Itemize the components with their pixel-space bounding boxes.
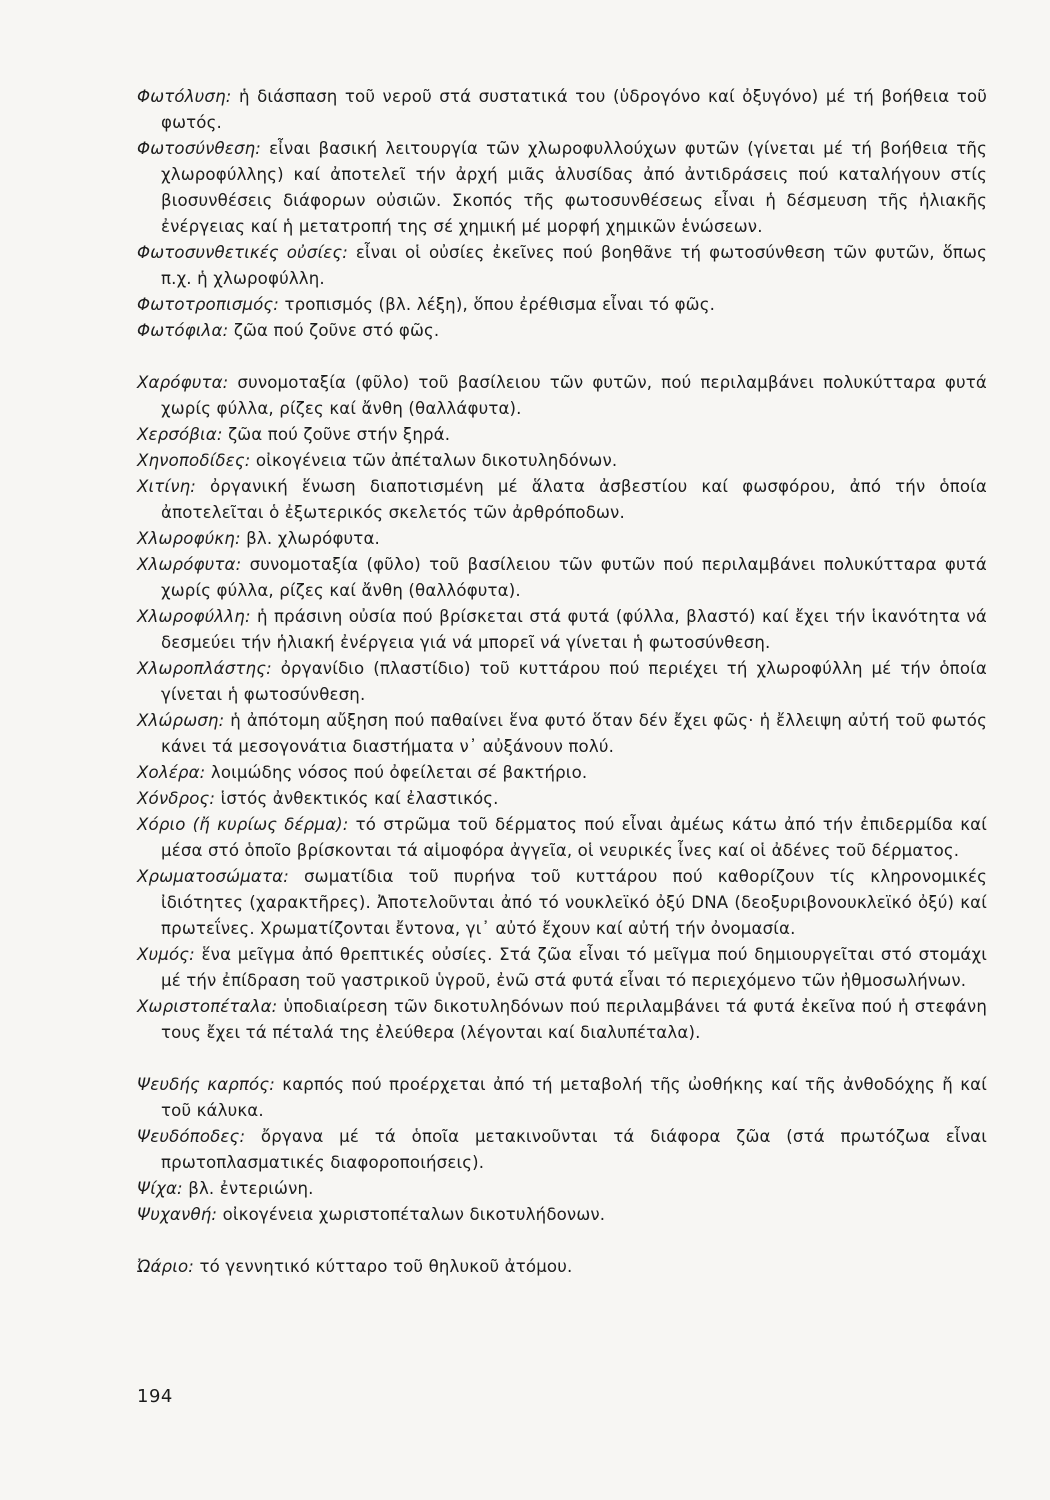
glossary-entry bbox=[137, 604, 987, 656]
entry-term: Χλωρόφυτα: bbox=[137, 555, 242, 574]
entry-definition: ἡ ἀπότομη αὔξηση πού παθαίνει ἕνα φυτό ὅταν δέν ἔχει φῶς· ἡ ἔλλειψη αὐτή τοῦ φωτός κάνει τά μεσογονάτια διαστήματα ν᾿ αὐξάνουν πολύ. bbox=[161, 711, 987, 756]
glossary-entry bbox=[137, 526, 987, 552]
glossary-entry bbox=[137, 240, 987, 292]
glossary-entry bbox=[137, 422, 987, 448]
entry-term: Χυμός: bbox=[137, 945, 195, 964]
entry-term: Φωτόλυση: bbox=[137, 87, 232, 106]
entry-term: Φωτοσυνθετικές οὐσίες: bbox=[137, 243, 348, 262]
entry-definition: ζῶα πού ζοῦνε στό φῶς. bbox=[233, 321, 440, 340]
glossary-entry bbox=[137, 1176, 987, 1202]
entry-definition: ὑποδιαίρεση τῶν δικοτυληδόνων πού περιλαμβάνει τά φυτά ἐκεῖνα πού ἡ στεφάνη τους ἔχει τά πέταλά της ἐλεύθερα (λέγονται καί διαλυπέταλα). bbox=[161, 997, 987, 1042]
glossary-entry bbox=[137, 292, 987, 318]
glossary-entry bbox=[137, 994, 987, 1046]
entry-term: Φωτόφιλα: bbox=[137, 321, 229, 340]
glossary-entry bbox=[137, 552, 987, 604]
entry-definition: εἶναι βασική λειτουργία τῶν χλωροφυλλούχων φυτῶν (γίνεται μέ τή βοήθεια τῆς χλωροφύλλης) καί ἀποτελεῖ τήν ἀρχή μιᾶς ἁλυσίδας ἀπό ἀντιδράσεις πού καταλήγουν στίς βιοσυνθέσεις διάφορων οὐσιῶν. Σκοπός τῆς φωτοσυνθέσεως εἶναι ἡ δέσμευση τῆς ἡλιακῆς ἐνέργειας καί ἡ μετατροπή της σέ χημική μέ μορφή χημικῶν ἑνώσεων. bbox=[161, 139, 987, 236]
glossary-entry bbox=[137, 1124, 987, 1176]
entry-definition: συνομοταξία (φῦλο) τοῦ βασίλειου τῶν φυτῶν, πού περιλαμβάνει πολυκύτταρα φυτά χωρίς φύλλα, ρίζες καί ἄνθη (θαλλάφυτα). bbox=[161, 373, 987, 418]
entry-definition: ἡ διάσπαση τοῦ νεροῦ στά συστατικά του (ὑδρογόνο καί ὀξυγόνο) μέ τή βοήθεια τοῦ φωτός. bbox=[161, 87, 987, 132]
entry-definition: οἰκογένεια τῶν ἀπέταλων δικοτυληδόνων. bbox=[255, 451, 618, 470]
section-gap bbox=[137, 344, 987, 370]
entry-definition: ὄργανα μέ τά ὁποῖα μετακινοῦνται τά διάφορα ζῶα (στά πρωτόζωα εἶναι πρωτοπλασματικές διαφοροποιήσεις). bbox=[161, 1127, 987, 1172]
entry-definition: ἕνα μεῖγμα ἀπό θρεπτικές οὐσίες. Στά ζῶα εἶναι τό μεῖγμα πού δημιουργεῖται στό στομάχι μέ τήν ἐπίδραση τοῦ γαστρικοῦ ὑγροῦ, ἐνῶ στά φυτά εἶναι τό περιεχόμενο τῶν ἠθμοσωλήνων. bbox=[161, 945, 987, 990]
glossary-entry bbox=[137, 448, 987, 474]
entry-definition: λοιμώδης νόσος πού ὀφείλεται σέ βακτήριο. bbox=[210, 763, 588, 782]
entry-term: Χρωματοσώματα: bbox=[137, 867, 289, 886]
glossary-entry bbox=[137, 1202, 987, 1228]
entry-term: Χλώρωση: bbox=[137, 711, 225, 730]
entry-term: Ψευδής καρπός: bbox=[137, 1075, 275, 1094]
glossary-section bbox=[137, 370, 987, 1046]
entry-term: Χερσόβια: bbox=[137, 425, 223, 444]
entry-definition: ζῶα πού ζοῦνε στήν ξηρά. bbox=[228, 425, 451, 444]
entry-term: Ὠάριο: bbox=[137, 1257, 195, 1276]
section-gap bbox=[137, 1046, 987, 1072]
entry-term: Χλωροπλάστης: bbox=[137, 659, 272, 678]
glossary-entry bbox=[137, 864, 987, 942]
entry-definition: συνομοταξία (φῦλο) τοῦ βασίλειου τῶν φυτῶν πού περιλαμβάνει πολυκύτταρα φυτά χωρίς φύλλα, ρίζες καί ἄνθη (θαλλόφυτα). bbox=[161, 555, 987, 600]
entry-definition: εἶναι οἱ οὐσίες ἐκεῖνες πού βοηθᾶνε τή φωτοσύνθεση τῶν φυτῶν, ὅπως π.χ. ἡ χλωροφύλλη. bbox=[161, 243, 987, 288]
entry-term: Χιτίνη: bbox=[137, 477, 197, 496]
entry-definition: ὀργανική ἕνωση διαποτισμένη μέ ἅλατα ἀσβεστίου καί φωσφόρου, ἀπό τήν ὁποία ἀποτελεῖται ὁ ἐξωτερικός σκελετός τῶν ἀρθρόποδων. bbox=[161, 477, 987, 522]
entry-term: Χαρόφυτα: bbox=[137, 373, 229, 392]
glossary-entry bbox=[137, 942, 987, 994]
entry-term: Ψυχανθή: bbox=[137, 1205, 218, 1224]
glossary-entry bbox=[137, 318, 987, 344]
entry-term: Ψευδόποδες: bbox=[137, 1127, 246, 1146]
glossary-entry bbox=[137, 786, 987, 812]
entry-term: Χηνοποδίδες: bbox=[137, 451, 251, 470]
glossary-entry bbox=[137, 474, 987, 526]
entry-definition: ἡ πράσινη οὐσία πού βρίσκεται στά φυτά (φύλλα, βλαστό) καί ἔχει τήν ἱκανότητα νά δεσμεύει τήν ἡλιακή ἐνέργεια γιά νά μπορεῖ νά γίνεται ἡ φωτοσύνθεση. bbox=[161, 607, 987, 652]
entry-term: Ψίχα: bbox=[137, 1179, 183, 1198]
glossary-entry bbox=[137, 656, 987, 708]
glossary-entry bbox=[137, 760, 987, 786]
glossary-entry bbox=[137, 1072, 987, 1124]
entry-definition: τό γεννητικό κύτταρο τοῦ θηλυκοῦ ἀτόμου. bbox=[199, 1257, 573, 1276]
glossary-entry bbox=[137, 84, 987, 136]
entry-definition: ὀργανίδιο (πλαστίδιο) τοῦ κυττάρου πού περιέχει τή χλωροφύλλη μέ τήν ὁποία γίνεται ἡ φωτοσύνθεση. bbox=[161, 659, 987, 704]
entry-definition: ἱστός ἀνθεκτικός καί ἐλαστικός. bbox=[220, 789, 499, 808]
glossary-entry bbox=[137, 136, 987, 240]
entry-term: Χολέρα: bbox=[137, 763, 206, 782]
entry-term: Χωριστοπέταλα: bbox=[137, 997, 278, 1016]
entry-definition: οἰκογένεια χωριστοπέταλων δικοτυλήδονων. bbox=[222, 1205, 606, 1224]
glossary-section bbox=[137, 1254, 987, 1280]
entry-term: Χλωροφύκη: bbox=[137, 529, 241, 548]
entry-definition: σωματίδια τοῦ πυρήνα τοῦ κυττάρου πού καθορίζουν τίς κληρονομικές ἰδιότητες (χαρακτῆρες). Ἀποτελοῦνται ἀπό τό νουκλεϊκό ὀξύ DNA (δεοξυριβονουκλεϊκό ὀξύ) καί πρωτεΐνες. Χρωματίζονται ἔντονα, γι᾿ αὐτό ἔχουν καί αὐτή τήν ὀνομασία. bbox=[161, 867, 987, 938]
glossary-entry bbox=[137, 812, 987, 864]
entry-term: Φωτοτροπισμός: bbox=[137, 295, 280, 314]
glossary-entry bbox=[137, 708, 987, 760]
entry-term: Φωτοσύνθεση: bbox=[137, 139, 262, 158]
entry-term: Χόνδρος: bbox=[137, 789, 216, 808]
page-number: 194 bbox=[137, 1386, 173, 1407]
glossary bbox=[137, 84, 987, 1280]
glossary-section bbox=[137, 1072, 987, 1228]
entry-definition: βλ. χλωρόφυτα. bbox=[246, 529, 380, 548]
glossary-entry bbox=[137, 1254, 987, 1280]
entry-definition: καρπός πού προέρχεται ἀπό τή μεταβολή τῆς ὠοθήκης καί τῆς ἀνθοδόχης ἤ καί τοῦ κάλυκα. bbox=[161, 1075, 987, 1120]
entry-definition: τροπισμός (βλ. λέξη), ὅπου ἐρέθισμα εἶναι τό φῶς. bbox=[284, 295, 716, 314]
glossary-section bbox=[137, 84, 987, 344]
glossary-entry bbox=[137, 370, 987, 422]
entry-term: Χόριο (ἤ κυρίως δέρμα): bbox=[137, 815, 349, 834]
section-gap bbox=[137, 1228, 987, 1254]
entry-term: Χλωροφύλλη: bbox=[137, 607, 251, 626]
entry-definition: τό στρῶμα τοῦ δέρματος πού εἶναι ἀμέως κάτω ἀπό τήν ἐπιδερμίδα καί μέσα στό ὁποῖο βρίσκονται τά αἱμοφόρα ἀγγεῖα, οἱ νευρικές ἶνες καί οἱ ἀδένες τοῦ δέρματος. bbox=[161, 815, 988, 860]
entry-definition: βλ. ἐντεριώνη. bbox=[188, 1179, 314, 1198]
